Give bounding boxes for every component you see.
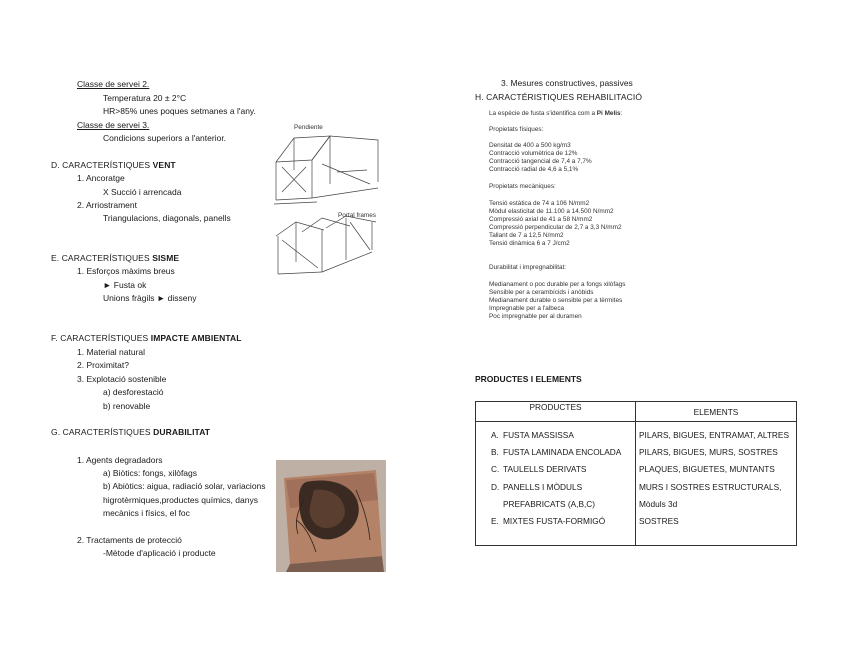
element-item: PILARS, BIGUES, MURS, SOSTRES — [639, 447, 778, 458]
figure-label-bottom: Portal frames — [338, 212, 377, 219]
section-e-heading: E. CARACTERÍSTIQUES SISME — [51, 253, 180, 263]
section-f-item: 2. Proximitat? — [77, 360, 129, 370]
structure-sketch-illustration — [272, 122, 384, 280]
section-e-item: ► Fusta ok — [103, 280, 147, 290]
section-d-heading: D. CARACTERÍSTIQUES VENT — [51, 160, 176, 170]
table-header-elements: ELEMENTS — [636, 402, 797, 422]
mech-prop-line: Mòdul elasticitat de 11.100 a 14.500 N/mm2 — [489, 208, 614, 215]
element-item: PILARS, BIGUES, ENTRAMAT, ALTRES — [639, 430, 789, 440]
physical-prop-line: Densitat de 400 a 500 kg/m3 — [489, 142, 571, 149]
product-item: B. FUSTA LAMINADA ENCOLADA — [491, 447, 622, 458]
durability-line: Sensible per a cerambícids i anòbids — [489, 289, 594, 296]
mech-prop-line: Tensió estàtica de 74 a 106 N/mm2 — [489, 200, 590, 207]
product-item: PREFABRICATS (A,B,C) — [503, 498, 596, 509]
product-item: C. TAULELLS DERIVATS — [491, 464, 587, 475]
service-class-2-temp: Temperatura 20 ± 2°C — [103, 93, 187, 103]
mech-prop-line: Compressió perpendicular de 2,7 a 3,3 N/mm2 — [489, 224, 622, 231]
section-d-item: 2. Arriostrament — [77, 200, 137, 210]
durability-line: Poc impregnable per al duramen — [489, 313, 582, 320]
products-cell — [476, 422, 636, 546]
wood-decay-illustration — [276, 460, 386, 572]
products-elements-table — [475, 401, 797, 546]
element-item: MURS I SOSTRES ESTRUCTURALS, — [639, 481, 782, 492]
section-g-item: 2. Tractaments de protecció — [77, 535, 182, 545]
section-g-item: mecànics i físics, el foc — [103, 508, 190, 518]
service-class-2-hr: HR>85% unes poques setmanes a l'any. — [103, 106, 256, 116]
section-h-heading: H. CARACTÉRISTIQUES REHABILITACIÓ — [475, 92, 643, 102]
section-d-item: X Succió i arrencada — [103, 187, 182, 197]
section-f-item: b) renovable — [103, 401, 151, 411]
table-header-products: PRODUCTES — [476, 402, 636, 422]
section-g-heading: G. CARACTERÍSTIQUES DURABILITAT — [51, 427, 211, 437]
physical-props-title: Propietats físiques: — [489, 126, 544, 133]
structure-sketch-figure — [272, 122, 384, 280]
section-e-item: Unions fràgils ► disseny — [103, 293, 197, 303]
durability-line: Impregnable per a l'albeca — [489, 305, 565, 312]
section-d-item: Triangulacions, diagonals, panells — [103, 213, 231, 223]
section-f-heading: F. CARACTERÍSTIQUES IMPACTE AMBIENTAL — [51, 333, 242, 343]
element-item: SOSTRES — [639, 515, 679, 526]
durability-line: Medianament o poc durable per a fongs xilòfags — [489, 281, 626, 288]
service-class-3-title: Classe de servei 3. — [77, 120, 150, 130]
section-g-item: -Mètode d'aplicació i producte — [103, 548, 216, 558]
mech-prop-line: Tallant de 7 a 12,5 N/mm2 — [489, 232, 564, 239]
mech-prop-line: Tensió dinàmica 6 a 7 J/cm2 — [489, 240, 570, 247]
wood-decay-photo — [276, 460, 386, 572]
mech-props-title: Propietats mecàniques: — [489, 183, 556, 190]
physical-prop-line: Contracció tangencial de 7,4 a 7,7% — [489, 158, 592, 165]
element-item: Mòduls 3d — [639, 498, 678, 509]
products-heading: PRODUCTES I ELEMENTS — [475, 374, 582, 384]
physical-prop-line: Contracció volumètrica de 12% — [489, 150, 578, 157]
section-f-item: a) desforestació — [103, 387, 164, 397]
element-item: PLAQUES, BIGUETES, MUNTANTS — [639, 464, 775, 475]
section-g-item: b) Abiòtics: aigua, radiació solar, variacions — [103, 481, 266, 491]
durability-title: Durabilitat i impregnabilitat: — [489, 264, 567, 271]
product-item: A. FUSTA MASSISSA — [491, 430, 574, 440]
mech-prop-line: Compressió axial de 41 a 58 N/mm2 — [489, 216, 593, 223]
h-subtitle: 3. Mesures constructives, passives — [501, 78, 633, 88]
section-g-item: 1. Agents degradadors — [77, 455, 163, 465]
wood-species-intro: La espècie de fusta s'identifica com a Pi Melis: — [489, 110, 623, 117]
section-d-item: 1. Ancoratge — [77, 173, 125, 183]
product-item: E. MIXTES FUSTA-FORMIGÓ — [491, 515, 606, 526]
physical-prop-line: Contracció radial de 4,6 a 5,1% — [489, 166, 579, 173]
section-g-item: higrotèrmiques,productes químics, danys — [103, 495, 258, 505]
durability-line: Medianament durable o sensible per a tèrmites — [489, 297, 623, 304]
figure-label-top: Pendiente — [294, 124, 323, 131]
section-f-item: 3. Explotació sostenible — [77, 374, 167, 384]
elements-cell — [636, 422, 797, 546]
product-item: D. PANELLS I MÒDULS — [491, 481, 583, 492]
section-f-item: 1. Material natural — [77, 347, 146, 357]
service-class-3-line: Condicions superiors a l'anterior. — [103, 133, 227, 143]
section-g-item: a) Biòtics: fongs, xilòfags — [103, 468, 198, 478]
section-e-item: 1. Esforços màxims breus — [77, 266, 175, 276]
service-class-2-title: Classe de servei 2. — [77, 79, 150, 89]
